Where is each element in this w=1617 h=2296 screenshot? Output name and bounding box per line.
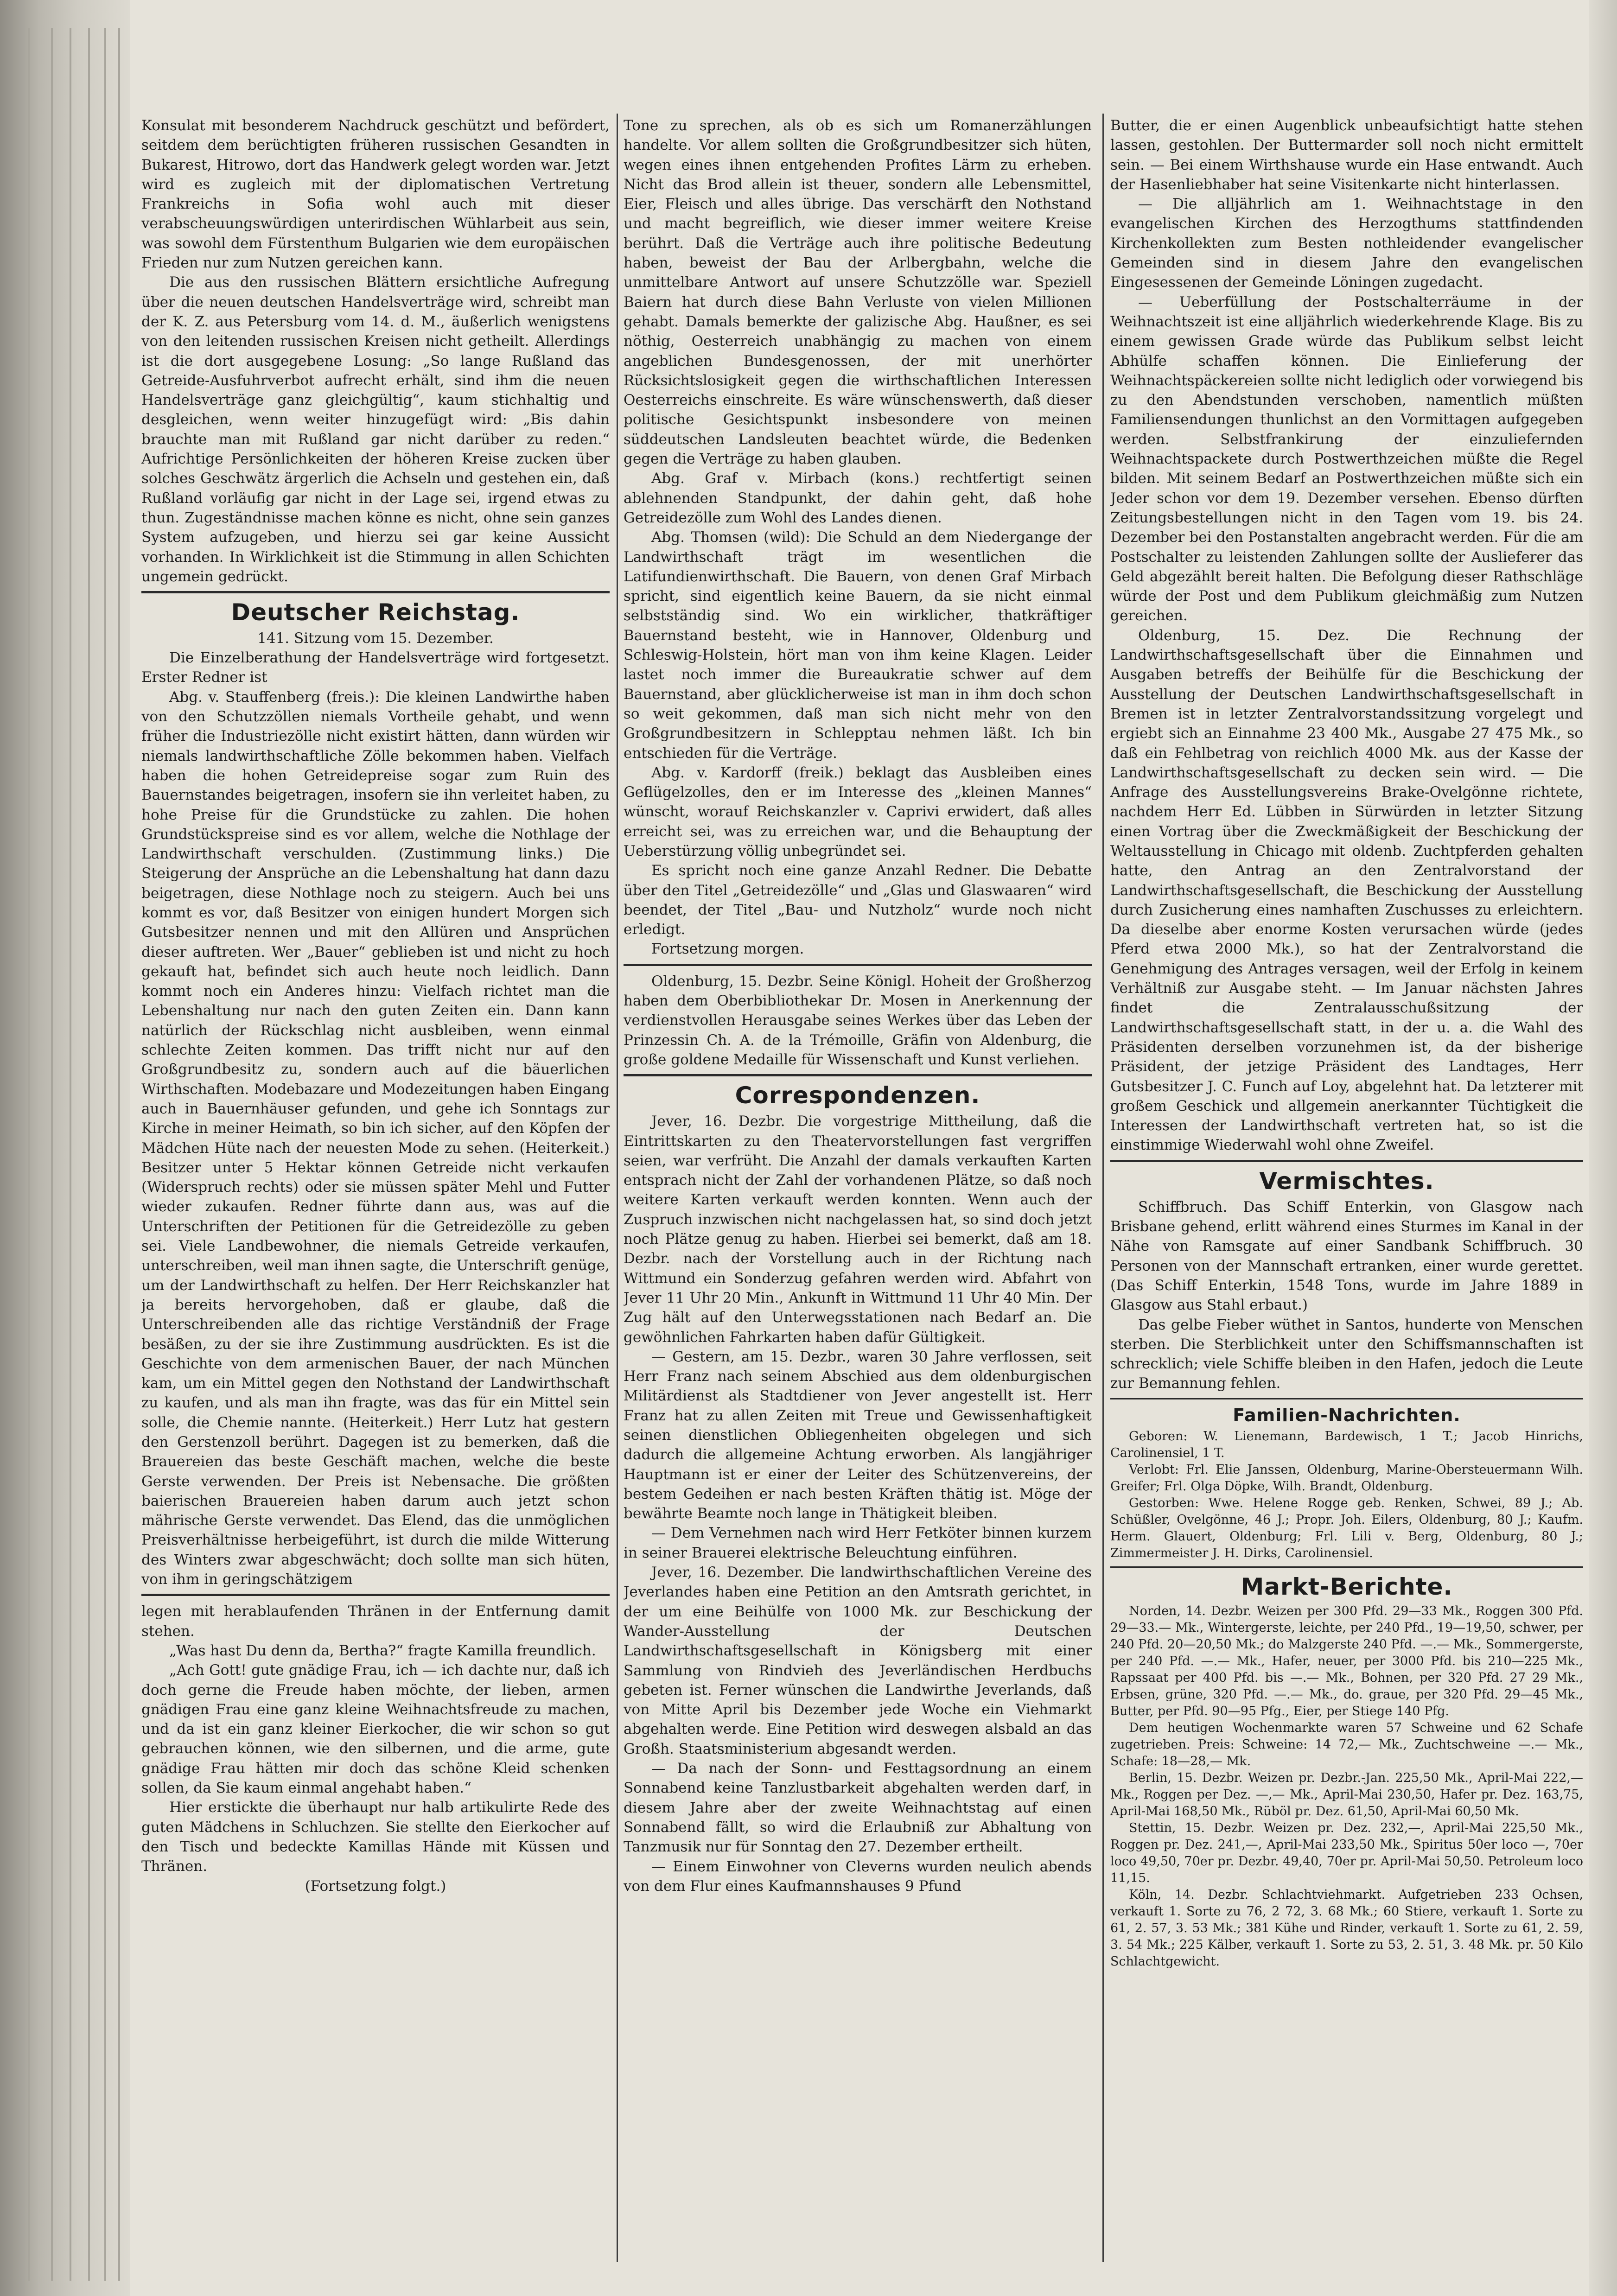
news-item: Jever, 16. Dezember. Die landwirthschaftlichen Vereine des Jeverlandes haben eine Petition an den Amtsrath gerichtet, in der um eine Beihülfe von 1000 Mk. zur Beschickung der Wander-Ausstellung der Deutschen Landwirthschaftsgesellschaft in Königsberg mit einer Sammlung von Rindvieh des Jeverländischen Herdbuchs gebeten ist. Ferner wünschen die Landwirthe Jeverlands, daß von Mitte April bis Dezember jede Woche ein Viehmarkt abgehalten werde. Eine Petition wird deswegen alsbald an das Großh. Staatsministerium abgesandt werden. — [624, 1564, 1092, 1757]
page-edge — [104, 28, 106, 2281]
page-edge — [28, 28, 30, 2281]
feuilleton-text: „Ach Gott! gute gnädige Frau, ich — ich dachte nur, daß ich doch gerne die Freude haben möchte, der lieben, armen gnädigen Frau eine ganz kleine Weihnachtsfreude zu machen, und da ist ein ganz kleiner Eierkocher, die wir schon so gut gebrauchen können, wie den silbernen, und die arme, gute gnädige Frau hätten mir doch das schöne Kleid schenken sollen, da Sie kaum einmal angehabt haben.“ — [141, 1662, 610, 1797]
column-rule — [1102, 114, 1104, 2262]
market-report: Stettin, 15. Dezbr. Weizen pr. Dez. 232,—, April-Mai 225,50 Mk., Roggen pr. Dez. 241,—, April-Mai 233,50 Mk., Spiritus 50er loco —, 70er loco 49,50, 70er pr. Dezbr. 49,40, 70er pr. April-Mai 50,50. Petroleum loco 11,15. — [1110, 1820, 1583, 1885]
news-item: — Dem Vernehmen nach wird Herr Fetköter binnen kurzem in seiner Brauerei elektrische Beleuchtung einführen. — [624, 1525, 1092, 1561]
session-subheading: 141. Sitzung vom 15. Dezember. — [257, 630, 494, 647]
section-heading: Familien-Nachrichten. — [1233, 1405, 1461, 1425]
column-2 — [624, 116, 1092, 2258]
continuation-note: (Fortsetzung folgt.) — [305, 1877, 446, 1895]
column-3 — [1110, 116, 1583, 2258]
section-divider — [1110, 1160, 1583, 1162]
article-text: Konsulat mit besonderem Nachdruck geschützt und befördert, seitdem dem berüchtigten früheren russischen Gesandten in Bukarest, Hitrowo, dort das Handwerk gelegt worden war. Jetzt wird es zugleich mit der diplomatischen Vertretung Frankreichs in Sofia wohl auch mit dieser verabscheuungswürdigen unterirdischen Wühlarbeit aus sein, was sowohl dem Fürstenthum Bulgarien wie dem europäischen Frieden nur zum Nutzen gereichen kann. — [141, 117, 610, 272]
book-fold-shadow — [0, 0, 130, 2296]
market-report: Berlin, 15. Dezbr. Weizen pr. Dezbr.-Jan. 225,50 Mk., April-Mai 222,— Mk., Roggen per Dez. —,— Mk., April-Mai 230,50, Hafer pr. Dez. 163,75, April-Mai 168,50 Mk., Rüböl pr. Dez. 61,50, April-Mai 60,50 Mk. — [1110, 1770, 1583, 1819]
news-item: Oldenburg, 15. Dezbr. Seine Königl. Hoheit der Großherzog haben dem Oberbibliothekar Dr. Mosen in Anerkennung der verdienstvollen Herausgabe seines Werkes über das Leben der Prinzessin Ch. A. de la Trémoille, Gräfin von Aldenburg, die große goldene Medaille für Wissenschaft und Kunst verliehen. — [624, 973, 1092, 1068]
news-item: Jever, 16. Dezbr. Die vorgestrige Mittheilung, daß die Eintrittskarten zu den Theatervorstellungen fast vergriffen seien, war verfrüht. Die Anzahl der damals verkauften Karten entsprach nicht der Zahl der vorhandenen Plätze, so daß noch weitere Karten verkauft werden konnten. Wenn auch der Zuspruch inzwischen nicht nachgelassen hat, so sind doch jetzt noch Plätze genug zu haben. Hierbei sei bemerkt, daß am 18. Dezbr. nach der Vorstellung auch in der Richtung nach Wittmund ein Sonderzug gefahren werden wird. Abfahrt von Jever 11 Uhr 20 Min., Ankunft in Wittmund 11 Uhr 40 Min. Der Zug hält auf den Unterwegsstationen nach Bedarf an. Die gewöhnlichen Fahrkarten haben dafür Gültigkeit. — [624, 1113, 1092, 1346]
news-item: — Die alljährlich am 1. Weihnachtstage in den evangelischen Kirchen des Herzogthums stattfindenden Kirchenkollekten zum Besten nothleidender evangelischer Gemeinden sind in diesem Jahre den evangelischen Eingesessenen der Gemeinde Löningen zugedacht. — [1110, 196, 1583, 291]
section-divider — [141, 591, 610, 593]
news-item: Schiffbruch. Das Schiff Enterkin, von Glasgow nach Brisbane gehend, erlitt während eines Sturmes im Kanal in der Nähe von Ramsgate auf einer Sandbank Schiffbruch. 30 Personen von der Mannschaft ertranken, einer wurde gerettet. (Das Schiff Enterkin, 1548 Tons, wurde im Jahre 1889 in Glasgow aus Stahl erbaut.) — [1110, 1198, 1583, 1314]
column-1 — [141, 116, 610, 2258]
family-notice: Geboren: W. Lienemann, Bardewisch, 1 T.; Jacob Hinrichs, Carolinensiel, 1 T. — [1110, 1429, 1583, 1460]
feuilleton-divider — [141, 1594, 610, 1596]
section-heading: Vermischtes. — [1259, 1167, 1434, 1195]
section-heading: Deutscher Reichstag. — [231, 599, 520, 626]
page-edge — [88, 28, 90, 2281]
news-item: — Gestern, am 15. Dezbr., waren 30 Jahre verflossen, seit Herr Franz nach seinem Abschied aus dem oldenburgischen Militärdienst als Stadtdiener von Jever angestellt ist. Herr Franz hat zu allen Zeiten mit Treue und Gewissenhaftigkeit seinen dienstlichen Obliegenheiten obgelegen und sich dadurch die allgemeine Achtung erworben. Als langjähriger Hauptmann ist er einer der Leiter des Schützenvereins, der bestem Gedeihen er nach besten Kräften thätig ist. Möge der bewährte Beamte noch lange in Thätigkeit bleiben. — [624, 1348, 1092, 1522]
news-item: Butter, die er einen Augenblick unbeaufsichtigt hatte stehen lassen, gestohlen. Der Buttermarder soll noch nicht ermittelt sein. — Bei einem Wirthshause wurde ein Hase entwandt. Auch der Hasenliebhaber hat seine Visitenkarte nicht hinterlassen. — [1110, 117, 1583, 193]
page-edge — [70, 28, 71, 2281]
news-item: — Da nach der Sonn- und Festtagsordnung an einem Sonnabend keine Tanzlustbarkeit abgehalten werden darf, in diesem Jahre aber der zweite Weihnachtstag auf einen Sonnabend fällt, so wird die Erlaubniß zur Abhaltung von Tanzmusik nur für Sonntag den 27. Dezember ertheilt. — [624, 1760, 1092, 1856]
section-heading: Correspondenzen. — [735, 1082, 980, 1109]
feuilleton-text: legen mit herablaufenden Thränen in der Entfernung damit stehen. — [141, 1603, 610, 1640]
column-rule — [617, 114, 618, 2262]
section-divider — [1110, 1398, 1583, 1399]
article-text: Abg. v. Kardorff (freik.) beklagt das Ausbleiben eines Geflügelzolles, den er im Interesse des „kleinen Mannes“ wünscht, worauf Reichskanzler v. Caprivi erwidert, daß alles erreicht sei, was zu erreichen war, und die Behauptung der Ueberstürzung völlig unbegründet sei. — [624, 764, 1092, 859]
section-divider — [1110, 1566, 1583, 1568]
page-edge — [51, 28, 53, 2281]
news-item: — Einem Einwohner von Cleverns wurden neulich abends von dem Flur eines Kaufmannshauses 9 Pfund — [624, 1858, 1092, 1895]
news-item: Oldenburg, 15. Dez. Die Rechnung der Landwirthschaftsgesellschaft über die Einnahmen und Ausgaben betreffs der Beihülfe für die Beschickung der Ausstellung der Deutschen Landwirthschaftsgesellschaft in Bremen ist in letzter Zentralvorstandssitzung vorgelegt und ergiebt sich an Einnahme 23 400 Mk., Ausgabe 27 475 Mk., so daß ein Fehlbetrag von reichlich 4000 Mk. aus der Kasse der Landwirthschaftsgesellschaft zu decken sein wird. — Die Anfrage des Ausstellungsvereins Brake-Ovelgönne richtete, nachdem Herr Ed. Lübben in Sürwürden in letzter Sitzung einen Vortrag über die Zweckmäßigkeit der Beschickung der Weltausstellung in Chicago mit oldenb. Zuchtpferden gehalten hatte, den Antrag an den Zentralvorstand der Landwirthschaftsgesellschaft, die Beschickung der Ausstellung durch Zusicherung eines namhaften Zuschusses zu erleichtern. Da dieselbe aber enorme Kosten verursachen würde (jedes Pferd etwa 2000 Mk.), so hat der Zentralvorstand die Genehmigung des Antrages versagen, weil der Erfolg in keinem Verhältniß zur Ausgabe steht. — Im Januar nächsten Jahres findet die Zentralausschußsitzung der Landwirthschaftsgesellschaft statt, in der u. a. die Wahl des Präsidenten derselben vorzunehmen ist, da der bisherige Präsident, der jetzige Präsident des Landtages, Herr Gutsbesitzer J. C. Funch auf Loy, abgelehnt hat. Da letzterer mit großem Geschick und allgemein anerkannter Tüchtigkeit die Interessen der Landwirthschaft vertreten hat, so ist die einstimmige Wiederwahl wohl ohne Zweifel. — [1110, 627, 1583, 1154]
market-report: Norden, 14. Dezbr. Weizen per 300 Pfd. 29—33 Mk., Roggen 300 Pfd. 29—33.— Mk., Wintergerste, leichte, per 240 Pfd., 19—19,50, schwer, per 240 Pfd. 20—20,50 Mk.; do Malzgerste 240 Pfd. —.— Mk., Sommergerste, per 240 Pfd. —.— Mk., Hafer, neuer, per 3000 Pfd. bis 210—225 Mk., Rapssaat per 400 Pfd. bis —.— Mk., Bohnen, per 320 Pfd. 27 29 Mk., Erbsen, grüne, 320 Pfd. —.— Mk., do. graue, per 320 Pfd. 29—45 Mk., Butter, per Pfd. 90—95 Pfg., Eier, per Stiege 140 Pfg. — [1110, 1603, 1583, 1718]
article-text: Abg. Graf v. Mirbach (kons.) rechtfertigt seinen ablehnenden Standpunkt, der dahin geht, daß hohe Getreidezölle zum Wohl des Landes dienen. — [624, 470, 1092, 526]
article-text: Die Einzelberathung der Handelsverträge wird fortgesetzt. Erster Redner ist — [141, 649, 610, 686]
article-text: Tone zu sprechen, als ob es sich um Romanerzählungen handelte. Vor allem sollten die Großgrundbesitzer sich hüten, wegen eines ihnen entgehenden Profites Lärm zu erheben. Nicht das Brod allein ist theuer, sondern alle Lebensmittel, Eier, Fleisch und alles übrige. Das verschärft den Nothstand und macht begreiflich, wie dieser immer weitere Kreise berührt. Daß die Verträge auch ihre politische Bedeutung haben, beweist der Bau der Arlbergbahn, welche die unmittelbare Antwort auf unsere Schutzzölle war. Speziell Baiern hat durch diese Bahn Verluste von vielen Millionen gehabt. Damals bemerkte der galizische Abg. Haußner, es sei nöthig, Oesterreich unabhängig zu machen von einem angeblichen Bundesgenossen, der mit unerhörter Rücksichtslosigkeit gegen die wirthschaftlichen Interessen Oesterreichs einschreite. Es wäre wünschenswerth, daß dieser politische Gesichtspunkt insbesondere von meinen süddeutschen Landsleuten beachtet würde, die Bedenken gegen die Verträge zu haben glauben. — [624, 117, 1092, 468]
article-text: Die aus den russischen Blättern ersichtliche Aufregung über die neuen deutschen Handelsverträge wird, schreibt man der K. Z. aus Petersburg vom 14. d. M., äußerlich wenigstens von den leitenden russischen Kreisen nicht getheilt. Allerdings ist die dort ausgegebene Losung: „So lange Rußland das Getreide-Ausfuhrverbot aufrecht erhält, sind ihm die neuen Handelsverträge ganz gleichgültig“, kaum stichhaltig und desgleichen, wenn weiter hinzugefügt wird: „Bis dahin brauchte man mit Rußland gar nicht darüber zu reden.“ Aufrichtige Persönlichkeiten der höheren Kreise zucken über solches Geschwätz ärgerlich die Achseln und gestehen ein, daß Rußland vorläufig gar nicht in der Lage sei, irgend etwas zu thun. Zugeständnisse machen könne es nicht, ohne sein ganzes System aufzugeben, und hierzu sei gar keine Aussicht vorhanden. In Wirklichkeit ist die Stimmung in allen Schichten ungemein gedrückt. — [141, 274, 610, 585]
section-divider — [624, 1074, 1092, 1076]
section-heading: Markt-Berichte. — [1241, 1573, 1453, 1600]
page-edge — [118, 28, 120, 2281]
article-text: Fortsetzung morgen. — [651, 941, 804, 958]
feuilleton-text: „Was hast Du denn da, Bertha?“ fragte Kamilla freundlich. — [169, 1642, 596, 1659]
feuilleton-text: Hier erstickte die überhaupt nur halb artikulirte Rede des guten Mädchens in Schluchzen. Sie stellte den Eierkocher auf den Tisch und bedeckte Kamillas Hände mit Küssen und Thränen. — [141, 1799, 610, 1875]
article-text: Es spricht noch eine ganze Anzahl Redner. Die Debatte über den Titel „Getreidezölle“ und „Glas und Glaswaaren“ wird beendet, der Titel „Bau- und Nutzholz“ wurde noch nicht erledigt. — [624, 862, 1092, 938]
news-item: — Ueberfüllung der Postschalterräume in der Weihnachtszeit ist eine alljährlich wiederkehrende Klage. Bis zu einem gewissen Grade würde das Publikum selbst leicht Abhülfe schaffen können. Die Einlieferung der Weihnachtspäckereien sollte nicht lediglich oder vorwiegend bis zu den Abendstunden verschoben, namentlich müßten Familiensendungen thunlichst an den Vormittagen aufgegeben werden. Selbstfrankirung der einzuliefernden Weihnachtspackete durch Postwerthzeichen müßte die Regel bilden. Mit seinem Bedarf an Postwerthzeichen müßte sich ein Jeder schon vor dem 19. Dezember versehen. Ebenso dürften Zeitungsbestellungen nicht in den Tagen vom 19. bis 24. Dezember bei den Postanstalten angebracht werden. Für die am Postschalter zu leistenden Zahlungen sollte der Auslieferer das Geld abgezählt bereit halten. Die Befolgung dieser Rathschläge würde der Post und dem Publikum gleichmäßig zum Nutzen gereichen. — [1110, 293, 1583, 624]
article-text: Abg. Thomsen (wild): Die Schuld an dem Niedergange der Landwirthschaft trägt im wesentlichen die Latifundienwirthschaft. Die Bauern, von denen Graf Mirbach spricht, sind eigentlich keine Bauern, da sie nicht einmal selbstständig sind. Wo ein wirklicher, thatkräftiger Bauernstand besteht, wie in Hannover, Oldenburg und Schleswig-Holstein, hört man von ihm keine Klagen. Leider lastet noch immer die Bureaukratie schwer auf dem Bauernstand, aber glücklicherweise ist man in ihm doch schon so weit gekommen, daß man sich nicht mehr von den Großgrundbesitzern in Schlepptau nehmen läßt. Ich bin entschieden für die Verträge. — [624, 529, 1092, 762]
family-notice: Gestorben: Wwe. Helene Rogge geb. Renken, Schwei, 89 J.; Ab. Schüßler, Ovelgönne, 46 J.; Propr. Joh. Eilers, Oldenburg, 80 J.; Kaufm. Herm. Glauert, Oldenburg; Frl. Lili v. Berg, Oldenburg, 80 J.; Zimmermeister J. H. Dirks, Carolinensiel. — [1110, 1495, 1583, 1560]
market-report: Dem heutigen Wochenmarkte waren 57 Schweine und 62 Schafe zugetrieben. Preis: Schweine: 14 72,— Mk., Zuchtschweine —.— Mk., Schafe: 18—28,— Mk. — [1110, 1720, 1583, 1768]
right-page-edge — [1589, 0, 1617, 2296]
article-text: Abg. v. Stauffenberg (freis.): Die kleinen Landwirthe haben von den Schutzzöllen niemals Vortheile gehabt, und wenn früher die Industriezölle nicht existirt hätten, dann würden wir niemals landwirthschaftliche Zölle bekommen haben. Vielfach haben die hohen Getreidepreise sogar zum Ruin des Bauernstandes beigetragen, insofern sie ihn verleitet haben, zu hohe Preise für die Grundstücke zu zahlen. Die hohen Grundstückspreise sind es vor allem, welche die Nothlage der Landwirthschaft verschulden. (Zustimmung links.) Die Steigerung der Ansprüche an die Lebenshaltung hat dann dazu beigetragen, diese Nothlage noch zu steigern. Auch bei uns kommt es vor, daß Besitzer von einigen hundert Morgen sich Gutsbesitzer nennen und mit den Allüren und Ansprüchen dieser auftreten. Wer „Bauer“ geblieben ist und nicht zu hoch gekauft hat, befindet sich auch heute noch leidlich. Dann kommt noch ein Anderes hinzu: Vielfach richtet man die Lebenshaltung nur nach den guten Zeiten ein. Dann kann natürlich der Rückschlag nicht ausbleiben, wenn einmal schlechte Zeiten kommen. Das trifft nicht nur auf den Großgrundbesitz zu, sondern auch auf die bäuerlichen Wirthschaften. Modebazare und Modezeitungen haben Eingang auch in Bauernhäuser gefunden, und gehe ich Sonntags zur Kirche in meiner Heimath, so bin ich sicher, auf den Köpfen der Mädchen Hüte nach der neuesten Mode zu sehen. (Heiterkeit.) Besitzer unter 5 Hektar können Getreide nicht verkaufen (Widerspruch rechts) oder sie müssen später Mehl und Futter wieder zukaufen. Redner führte dann aus, was auf die Unterschriften der Petitionen für die Getreidezölle zu geben sei. Viele Landbewohner, die niemals Getreide verkaufen, unterschreiben, weil man ihnen sagte, die Unterschrift genüge, um der Landwirthschaft zu helfen. Der Herr Reichskanzler hat ja bereits hervorgehoben, daß er glaube, daß die Unterschreibenden alle das richtige Verständniß der Frage besäßen, zu der sie ihre Zustimmung ausdrückten. Es ist die Geschichte von dem armenischen Bauer, der nach München kam, um ein Mittel gegen den Nothstand der Landwirthschaft zu kaufen, und als man ihn fragte, was das für ein Mittel sein solle, die Chemie nannte. (Heiterkeit.) Herr Lutz hat gestern den Gerstenzoll berührt. Dagegen ist zu bemerken, daß die Brauereien das beste Geschäft machen, welche die beste Gerste verwenden. Der Preis ist Nebensache. Die größten baierischen Brauereien haben darum auch jetzt schon mährische Gerste verwendet. Das Elend, das die unmöglichen Preisverhältnisse herbeigeführt, ist durch die milde Witterung des Winters zwar abgeschwächt; doch sollte man sich hüten, von ihm in geringschätzigem — [141, 688, 610, 1588]
section-divider — [624, 964, 1092, 966]
family-notice: Verlobt: Frl. Elie Janssen, Oldenburg, Marine-Obersteuermann Wilh. Greifer; Frl. Olga Döpke, Wilh. Brandt, Oldenburg. — [1110, 1462, 1583, 1494]
news-item: Das gelbe Fieber wüthet in Santos, hunderte von Menschen sterben. Die Sterblichkeit unter den Schiffsmannschaften ist schrecklich; viele Schiffe bleiben in den Hafen, jedoch die Leute zur Bemannung fehlen. — [1110, 1316, 1583, 1392]
market-report: Köln, 14. Dezbr. Schlachtviehmarkt. Aufgetrieben 233 Ochsen, verkauft 1. Sorte zu 76, 2 72, 3. 68 Mk.; 60 Stiere, verkauft 1. Sorte zu 61, 2. 57, 3. 53 Mk.; 381 Kühe und Rinder, verkauft 1. Sorte zu 61, 2. 59, 3. 54 Mk.; 225 Kälber, verkauft 1. Sorte zu 53, 2. 51, 3. 48 Mk. pr. 50 Kilo Schlachtgewicht. — [1110, 1887, 1583, 1969]
